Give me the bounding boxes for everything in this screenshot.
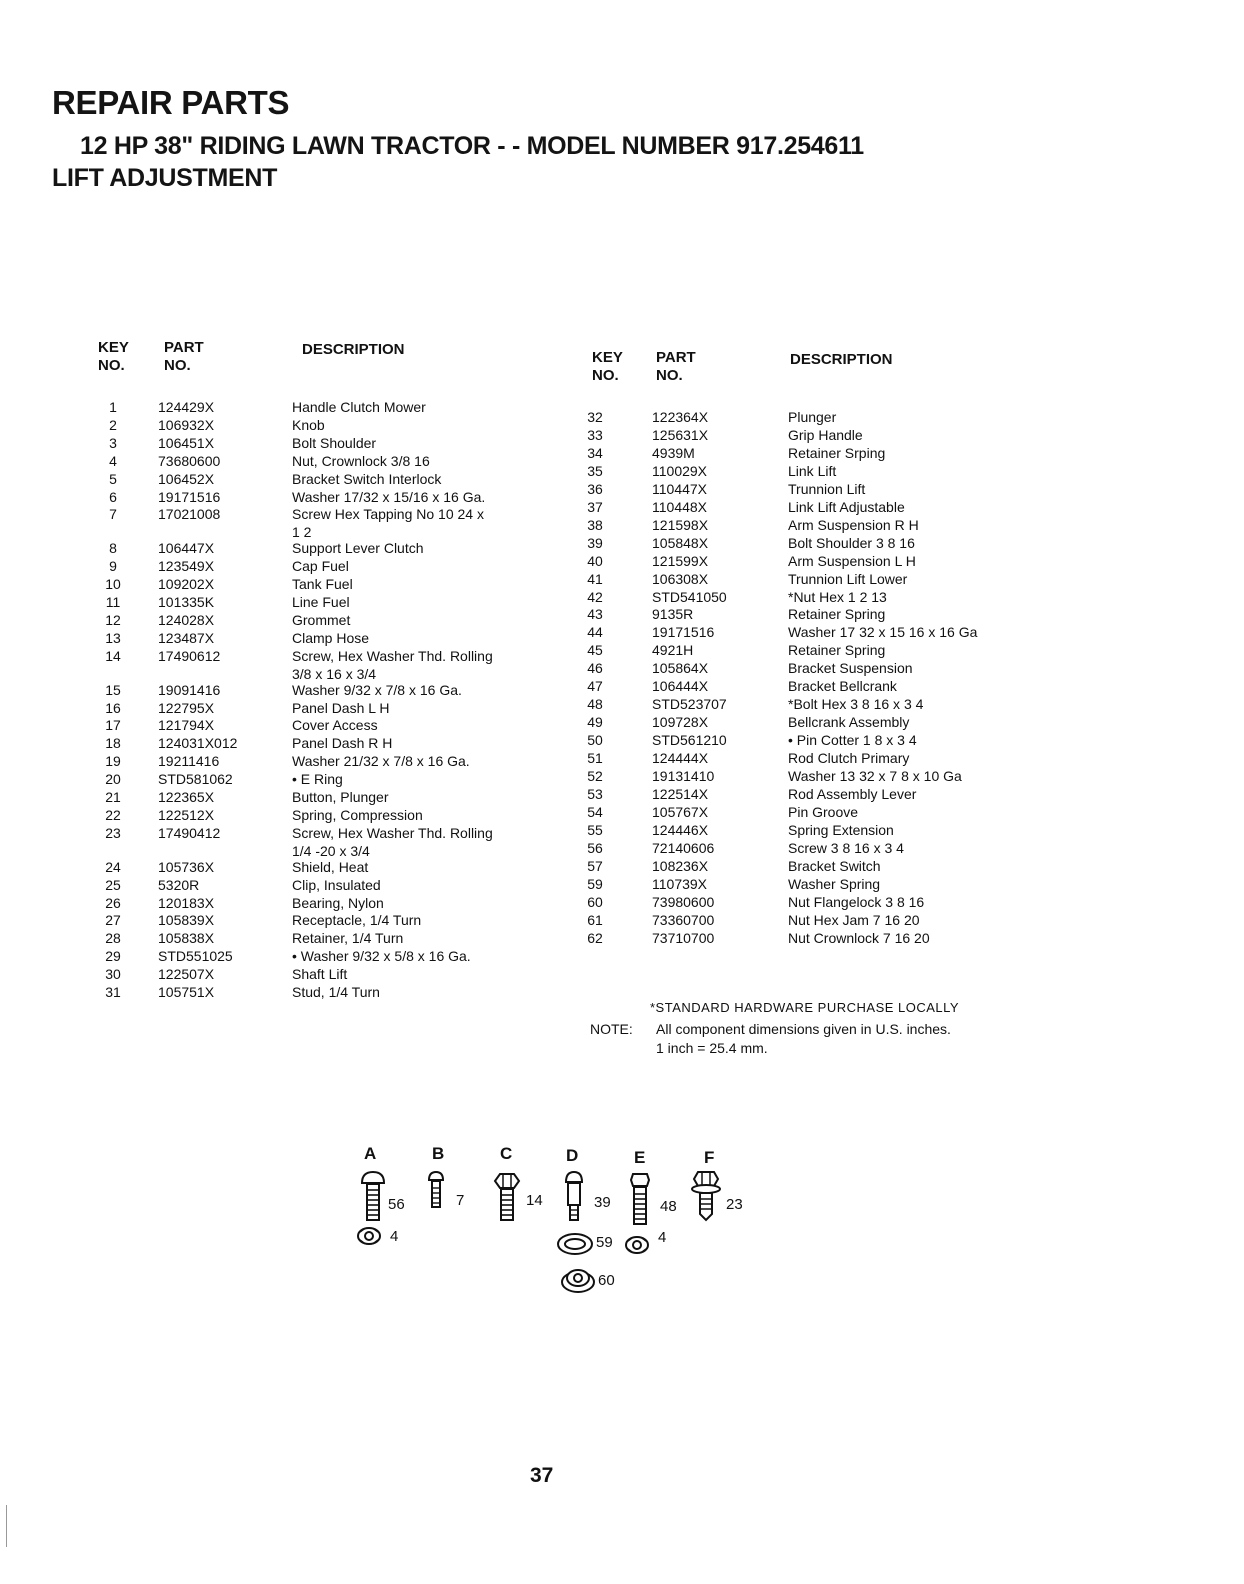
key-number: 18 bbox=[105, 735, 121, 752]
part-description bbox=[788, 444, 885, 462]
part-label: PART bbox=[656, 349, 696, 366]
part-number: 105838X bbox=[158, 930, 215, 947]
part-description bbox=[292, 770, 343, 788]
part-number: 17490412 bbox=[158, 824, 221, 841]
key-number: 13 bbox=[105, 629, 121, 646]
description-line: Bracket Bellcrank bbox=[788, 678, 897, 695]
part-description bbox=[788, 534, 915, 552]
part-description bbox=[788, 749, 909, 767]
part-description bbox=[292, 806, 423, 824]
no-label: NO. bbox=[656, 367, 683, 384]
part-description bbox=[788, 641, 885, 659]
key-number: 57 bbox=[587, 857, 603, 874]
part-number: 73980600 bbox=[652, 893, 715, 910]
part-number: 123487X bbox=[158, 629, 215, 646]
part-number: 73680600 bbox=[158, 452, 221, 469]
description-line: Trunnion Lift bbox=[788, 480, 866, 497]
flangelock-nut-icon bbox=[560, 1266, 596, 1294]
description-line: Shaft Lift bbox=[292, 966, 348, 983]
part-number: 122514X bbox=[652, 785, 709, 802]
key-number: 45 bbox=[587, 642, 603, 659]
part-number: 123549X bbox=[158, 558, 215, 575]
part-description bbox=[788, 480, 865, 498]
description-line: Line Fuel bbox=[292, 594, 350, 610]
no-label: NO. bbox=[164, 357, 191, 374]
key-number: 54 bbox=[587, 803, 603, 820]
part-description bbox=[292, 929, 403, 947]
part-number: 121598X bbox=[652, 516, 709, 533]
part-number: 106447X bbox=[158, 540, 215, 557]
part-number: 106452X bbox=[158, 470, 215, 487]
part-description bbox=[788, 408, 836, 426]
part-description bbox=[292, 788, 389, 806]
part-number: 105736X bbox=[158, 858, 215, 875]
part-number: 105767X bbox=[652, 803, 709, 820]
description-line: Nut Hex Jam 7 16 20 bbox=[788, 911, 920, 928]
key-number: 47 bbox=[587, 678, 603, 695]
part-number: 9135R bbox=[652, 606, 694, 623]
part-number: STD541050 bbox=[652, 588, 727, 605]
description-line: Trunnion Lift Lower bbox=[788, 570, 908, 587]
bolt-e-key: 48 bbox=[660, 1198, 677, 1215]
description-line: Knob bbox=[292, 416, 325, 433]
part-description bbox=[292, 947, 471, 965]
left-part-header bbox=[164, 339, 204, 375]
part-number: STD561210 bbox=[652, 732, 727, 749]
key-number: 28 bbox=[105, 930, 121, 947]
part-number: 4921H bbox=[652, 642, 694, 659]
part-description bbox=[292, 876, 381, 894]
no-label: NO. bbox=[592, 367, 619, 384]
nut-a-key: 4 bbox=[390, 1228, 399, 1245]
part-description bbox=[292, 398, 426, 416]
shoulder-bolt-icon bbox=[562, 1170, 586, 1222]
key-label: KEY bbox=[592, 349, 623, 366]
part-description bbox=[292, 894, 384, 912]
description-line: • Pin Cotter 1 8 x 3 4 bbox=[788, 732, 917, 749]
description-continuation: 1/4 -20 x 3/4 bbox=[292, 842, 370, 859]
part-description bbox=[788, 731, 917, 749]
key-number: 60 bbox=[587, 893, 603, 910]
washer-head-screw-icon bbox=[690, 1170, 722, 1222]
part-number: STD523707 bbox=[652, 696, 727, 713]
key-number: 21 bbox=[105, 789, 121, 805]
key-number: 15 bbox=[105, 681, 121, 698]
key-number: 32 bbox=[587, 409, 603, 425]
description-line: Retainer Srping bbox=[788, 444, 886, 461]
key-number: 40 bbox=[587, 552, 603, 569]
key-number: 46 bbox=[587, 660, 603, 677]
key-number: 14 bbox=[105, 647, 121, 664]
key-number: 4 bbox=[109, 452, 117, 469]
description-line: Cap Fuel bbox=[292, 558, 349, 575]
key-label: KEY bbox=[98, 339, 129, 356]
part-number: 124446X bbox=[652, 821, 709, 838]
key-number: 34 bbox=[587, 444, 603, 461]
right-key-header bbox=[592, 349, 623, 385]
part-number: 109728X bbox=[652, 714, 709, 731]
key-number: 9 bbox=[109, 558, 117, 575]
part-number: 110447X bbox=[652, 480, 708, 497]
key-number: 61 bbox=[587, 911, 603, 928]
part-description bbox=[788, 929, 930, 947]
description-line: Screw, Hex Washer Thd. Rolling bbox=[292, 647, 493, 664]
description-line: Support Lever Clutch bbox=[292, 540, 424, 557]
part-description bbox=[788, 839, 904, 857]
part-description bbox=[292, 681, 462, 699]
section-title: LIFT ADJUSTMENT bbox=[52, 164, 278, 192]
part-number: 19211416 bbox=[158, 753, 220, 770]
description-line: Screw, Hex Washer Thd. Rolling bbox=[292, 824, 493, 841]
description-line: Cover Access bbox=[292, 717, 378, 734]
part-number: 106451X bbox=[158, 434, 215, 451]
hardware-letter-b: B bbox=[432, 1144, 445, 1163]
part-number: 110448X bbox=[652, 498, 708, 515]
key-number: 25 bbox=[105, 876, 121, 893]
key-number: 17 bbox=[105, 717, 121, 734]
part-description bbox=[788, 767, 962, 785]
part-description bbox=[788, 785, 916, 803]
part-description bbox=[292, 699, 390, 717]
description-line: Washer Spring bbox=[788, 875, 881, 892]
part-number: 73710700 bbox=[652, 929, 715, 946]
key-number: 5 bbox=[109, 470, 117, 487]
description-line: *Bolt Hex 3 8 16 x 3 4 bbox=[788, 696, 924, 713]
key-number: 26 bbox=[105, 894, 121, 911]
washer-d-key: 59 bbox=[596, 1234, 613, 1251]
key-number: 53 bbox=[587, 785, 603, 802]
description-line: Washer 13 32 x 7 8 x 10 Ga bbox=[788, 768, 962, 784]
description-line: Rod Clutch Primary bbox=[788, 750, 910, 767]
pin-icon bbox=[426, 1170, 446, 1210]
part-description bbox=[292, 488, 485, 506]
part-description bbox=[788, 659, 913, 677]
description-line: Bracket Switch bbox=[788, 857, 881, 874]
description-line: Nut Flangelock 3 8 16 bbox=[788, 893, 925, 910]
part-description bbox=[788, 695, 923, 713]
part-number: 124031X012 bbox=[158, 735, 238, 752]
description-line: Panel Dash R H bbox=[292, 735, 393, 752]
part-number: 72140606 bbox=[652, 839, 715, 856]
description-line: Retainer, 1/4 Turn bbox=[292, 930, 404, 947]
key-number: 43 bbox=[587, 606, 603, 623]
description-line: Plunger bbox=[788, 409, 837, 425]
part-number: 106932X bbox=[158, 416, 215, 433]
part-number: 106444X bbox=[652, 678, 709, 695]
part-description bbox=[788, 498, 905, 516]
part-description bbox=[292, 557, 349, 575]
nut-e-key: 4 bbox=[658, 1229, 667, 1246]
part-number: 109202X bbox=[158, 576, 215, 593]
key-number: 23 bbox=[105, 824, 121, 841]
key-number: 20 bbox=[105, 771, 121, 788]
key-number: 31 bbox=[105, 984, 121, 1000]
part-description bbox=[788, 893, 924, 911]
part-description bbox=[292, 734, 392, 752]
key-number: 24 bbox=[105, 858, 121, 875]
description-line: Tank Fuel bbox=[292, 576, 353, 593]
key-number: 56 bbox=[587, 839, 603, 856]
part-number: 101335K bbox=[158, 594, 215, 610]
key-number: 16 bbox=[105, 699, 121, 716]
part-number: 122364X bbox=[652, 409, 709, 425]
part-description bbox=[788, 426, 863, 444]
key-number: 49 bbox=[587, 714, 603, 731]
hex-bolt-icon bbox=[628, 1172, 652, 1226]
note-label: NOTE: bbox=[590, 1021, 633, 1037]
nut-bottom-key: 60 bbox=[598, 1272, 615, 1289]
key-number: 7 bbox=[109, 506, 117, 523]
part-number: 124028X bbox=[158, 611, 215, 628]
no-label: NO. bbox=[98, 357, 125, 374]
part-number: 122795X bbox=[158, 699, 215, 716]
part-description bbox=[292, 629, 369, 647]
part-number: 19131410 bbox=[652, 768, 715, 784]
part-description bbox=[292, 858, 368, 876]
part-description bbox=[788, 623, 977, 641]
description-line: Spring Extension bbox=[788, 821, 894, 838]
description-line: • Washer 9/32 x 5/8 x 16 Ga. bbox=[292, 948, 471, 965]
description-line: Bracket Switch Interlock bbox=[292, 470, 442, 487]
part-description bbox=[788, 875, 880, 893]
description-line: Arm Suspension R H bbox=[788, 516, 919, 533]
hex-nut-icon bbox=[624, 1234, 650, 1256]
part-description bbox=[292, 539, 424, 557]
key-number: 3 bbox=[109, 434, 117, 451]
part-number: 5320R bbox=[158, 876, 200, 893]
description-line: Nut Crownlock 7 16 20 bbox=[788, 929, 930, 946]
standard-hardware-note: *STANDARD HARDWARE PURCHASE LOCALLY bbox=[650, 1000, 960, 1015]
part-description bbox=[788, 462, 836, 480]
key-number: 35 bbox=[587, 462, 603, 479]
key-number: 22 bbox=[105, 806, 121, 823]
note-text: All component dimensions given in U.S. inches. bbox=[656, 1021, 951, 1037]
description-line: Bellcrank Assembly bbox=[788, 714, 910, 731]
key-number: 19 bbox=[105, 753, 121, 770]
key-number: 29 bbox=[105, 948, 121, 965]
description-line: Bracket Suspension bbox=[788, 660, 913, 677]
key-number: 38 bbox=[587, 516, 603, 533]
key-number: 2 bbox=[109, 416, 117, 433]
part-number: 105864X bbox=[652, 660, 709, 677]
part-description bbox=[292, 593, 350, 611]
part-description bbox=[788, 803, 858, 821]
description-line: *Nut Hex 1 2 13 bbox=[788, 588, 887, 605]
part-number: 122365X bbox=[158, 789, 215, 805]
key-number: 50 bbox=[587, 732, 603, 749]
description-line: Button, Plunger bbox=[292, 789, 389, 805]
description-line: Receptacle, 1/4 Turn bbox=[292, 912, 422, 929]
description-line: Handle Clutch Mower bbox=[292, 399, 426, 415]
part-number: 110029X bbox=[652, 462, 708, 479]
part-number: 4939M bbox=[652, 444, 695, 461]
description-line: Washer 17 32 x 15 16 x 16 Ga bbox=[788, 624, 978, 641]
pin-b-key: 7 bbox=[456, 1192, 465, 1209]
right-description-header: DESCRIPTION bbox=[790, 351, 893, 368]
screw-f-key: 23 bbox=[726, 1196, 743, 1213]
hardware-letter-e: E bbox=[634, 1148, 646, 1167]
key-number: 48 bbox=[587, 696, 603, 713]
bolt-d-key: 39 bbox=[594, 1194, 611, 1211]
part-number: 105751X bbox=[158, 984, 215, 1000]
part-number: STD551025 bbox=[158, 948, 233, 965]
part-description bbox=[292, 716, 378, 734]
part-number: 106308X bbox=[652, 570, 709, 587]
key-number: 39 bbox=[587, 534, 603, 551]
key-number: 33 bbox=[587, 426, 603, 443]
part-description bbox=[292, 434, 376, 452]
key-number: 27 bbox=[105, 912, 121, 929]
description-line: Panel Dash L H bbox=[292, 699, 390, 716]
part-number: 121599X bbox=[652, 552, 709, 569]
description-line: Clamp Hose bbox=[292, 629, 370, 646]
part-number: 122507X bbox=[158, 966, 215, 983]
part-description bbox=[292, 611, 350, 629]
key-number: 10 bbox=[105, 576, 121, 593]
description-line: Grommet bbox=[292, 611, 351, 628]
key-number: 30 bbox=[105, 966, 121, 983]
description-line: Link Lift bbox=[788, 462, 837, 479]
part-number: 121794X bbox=[158, 717, 215, 734]
description-line: Bearing, Nylon bbox=[292, 894, 384, 911]
description-continuation: 3/8 x 16 x 3/4 bbox=[292, 665, 377, 682]
key-number: 55 bbox=[587, 821, 603, 838]
part-label: PART bbox=[164, 339, 204, 356]
description-line: Retainer Spring bbox=[788, 642, 886, 659]
part-number: STD581062 bbox=[158, 771, 233, 788]
part-description bbox=[292, 824, 493, 860]
hardware-letter-d: D bbox=[566, 1146, 579, 1165]
left-key-header bbox=[98, 339, 129, 375]
description-line: Screw Hex Tapping No 10 24 x bbox=[292, 506, 484, 523]
part-description bbox=[292, 470, 441, 488]
part-description bbox=[788, 605, 885, 623]
hardware-letter-c: C bbox=[500, 1144, 513, 1163]
spring-washer-icon bbox=[556, 1232, 594, 1256]
description-line: Rod Assembly Lever bbox=[788, 785, 917, 802]
part-number: 110739X bbox=[652, 875, 708, 892]
key-number: 11 bbox=[105, 594, 121, 610]
description-line: Bolt Shoulder bbox=[292, 434, 377, 451]
bolt-a-key: 56 bbox=[388, 1196, 405, 1213]
key-number: 8 bbox=[109, 540, 117, 557]
description-line: Spring, Compression bbox=[292, 806, 423, 823]
description-line: Stud, 1/4 Turn bbox=[292, 984, 380, 1000]
part-description bbox=[292, 416, 325, 434]
part-number: 122512X bbox=[158, 806, 215, 823]
key-number: 59 bbox=[587, 875, 603, 892]
part-description bbox=[292, 452, 430, 470]
page-title: REPAIR PARTS bbox=[52, 84, 290, 121]
part-description bbox=[788, 911, 920, 929]
description-line: Washer 9/32 x 7/8 x 16 Ga. bbox=[292, 681, 462, 698]
part-description bbox=[292, 575, 353, 593]
part-number: 105839X bbox=[158, 912, 215, 929]
hex-washer-screw-icon bbox=[492, 1172, 522, 1222]
description-line: Shield, Heat bbox=[292, 858, 369, 875]
description-line: Pin Groove bbox=[788, 803, 859, 820]
part-description bbox=[788, 570, 907, 588]
part-description bbox=[788, 821, 894, 839]
key-number: 41 bbox=[587, 570, 603, 587]
description-continuation: 1 2 bbox=[292, 524, 312, 541]
part-description bbox=[788, 677, 897, 695]
right-part-header bbox=[656, 349, 696, 385]
key-number: 6 bbox=[109, 488, 117, 505]
part-number: 108236X bbox=[652, 857, 709, 874]
description-line: Washer 21/32 x 7/8 x 16 Ga. bbox=[292, 753, 470, 770]
part-description bbox=[788, 552, 916, 570]
key-number: 1 bbox=[109, 399, 117, 415]
part-number: 124444X bbox=[652, 750, 709, 767]
part-description bbox=[788, 713, 909, 731]
key-number: 52 bbox=[587, 768, 603, 784]
crownlock-nut-icon bbox=[356, 1226, 382, 1246]
key-number: 51 bbox=[587, 750, 603, 767]
part-description bbox=[788, 588, 887, 606]
part-description bbox=[788, 857, 881, 875]
description-line: Nut, Crownlock 3/8 16 bbox=[292, 452, 430, 469]
carriage-bolt-icon bbox=[358, 1170, 388, 1222]
part-number: 17021008 bbox=[158, 506, 221, 523]
hardware-letter-f: F bbox=[704, 1148, 715, 1167]
part-number: 19171516 bbox=[158, 488, 221, 505]
part-description bbox=[292, 911, 421, 929]
description-line: Screw 3 8 16 x 3 4 bbox=[788, 839, 904, 856]
part-description bbox=[292, 983, 380, 1001]
key-number: 44 bbox=[587, 624, 603, 641]
key-number: 37 bbox=[587, 498, 603, 515]
part-number: 120183X bbox=[158, 894, 215, 911]
part-description bbox=[292, 752, 470, 770]
part-number: 125631X bbox=[652, 426, 709, 443]
scan-edge-mark bbox=[6, 1505, 7, 1547]
description-line: • E Ring bbox=[292, 771, 343, 788]
key-number: 62 bbox=[587, 929, 603, 946]
key-number: 12 bbox=[105, 611, 121, 628]
part-number: 19091416 bbox=[158, 681, 221, 698]
left-description-header: DESCRIPTION bbox=[302, 341, 405, 358]
description-line: Arm Suspension L H bbox=[788, 552, 916, 569]
description-line: Clip, Insulated bbox=[292, 876, 381, 893]
part-number: 73360700 bbox=[652, 911, 715, 928]
description-line: Link Lift Adjustable bbox=[788, 498, 905, 515]
screw-c-key: 14 bbox=[526, 1192, 543, 1209]
description-line: Washer 17/32 x 15/16 x 16 Ga. bbox=[292, 488, 486, 505]
part-number: 105848X bbox=[652, 534, 709, 551]
description-line: Grip Handle bbox=[788, 426, 863, 443]
key-number: 36 bbox=[587, 480, 603, 497]
part-description bbox=[292, 965, 347, 983]
model-subtitle: 12 HP 38" RIDING LAWN TRACTOR - - MODEL NUMBER 917.254611 bbox=[80, 132, 864, 160]
note-conversion: 1 inch = 25.4 mm. bbox=[656, 1040, 768, 1056]
part-number: 19171516 bbox=[652, 624, 715, 641]
description-line: Retainer Spring bbox=[788, 606, 886, 623]
part-description bbox=[292, 647, 493, 683]
part-number: 17490612 bbox=[158, 647, 221, 664]
part-number: 124429X bbox=[158, 399, 215, 415]
hardware-letter-a: A bbox=[364, 1144, 377, 1163]
description-line: Bolt Shoulder 3 8 16 bbox=[788, 534, 915, 551]
part-description bbox=[788, 516, 919, 534]
page-number: 37 bbox=[530, 1464, 554, 1487]
key-number: 42 bbox=[587, 588, 603, 605]
part-description bbox=[292, 505, 484, 541]
